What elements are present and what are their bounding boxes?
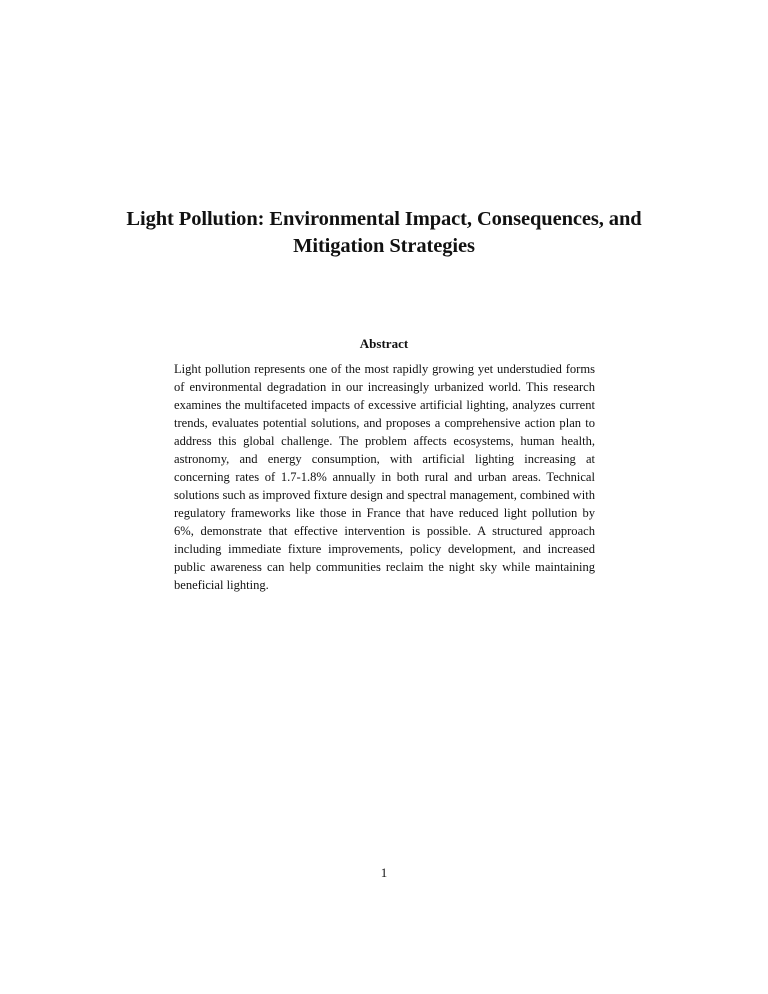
paper-title: Light Pollution: Environmental Impact, Consequences, and Mitigation Strategies — [126, 208, 642, 257]
abstract-heading: Abstract — [359, 336, 409, 351]
page-number: 1 — [380, 865, 388, 880]
abstract-text: Light pollution represents one of the most rapidly growing yet understudied forms of environmental degradation in our increasingly urbanized world. This research examines the multifaceted impacts of excessive artificial lighting, analyzes current trends, evaluates potential solutions, and proposes a comprehensive action plan to address this global challenge. The problem affects ecosystems, human health, astronomy, and energy consumption, with artificial lighting increasing at concerning rates of 1.7-1.8% annually in both rural and urban areas. Technical solutions such as improved fixture design and spectral management, combined with regulatory frameworks like those in France that have reduced light pollution by 6%, demonstrate that effective intervention is possible. A structured approach including immediate fixture improvements, policy development, and increased public awareness can help communities reclaim the night sky while maintaining beneficial lighting. — [174, 362, 595, 592]
